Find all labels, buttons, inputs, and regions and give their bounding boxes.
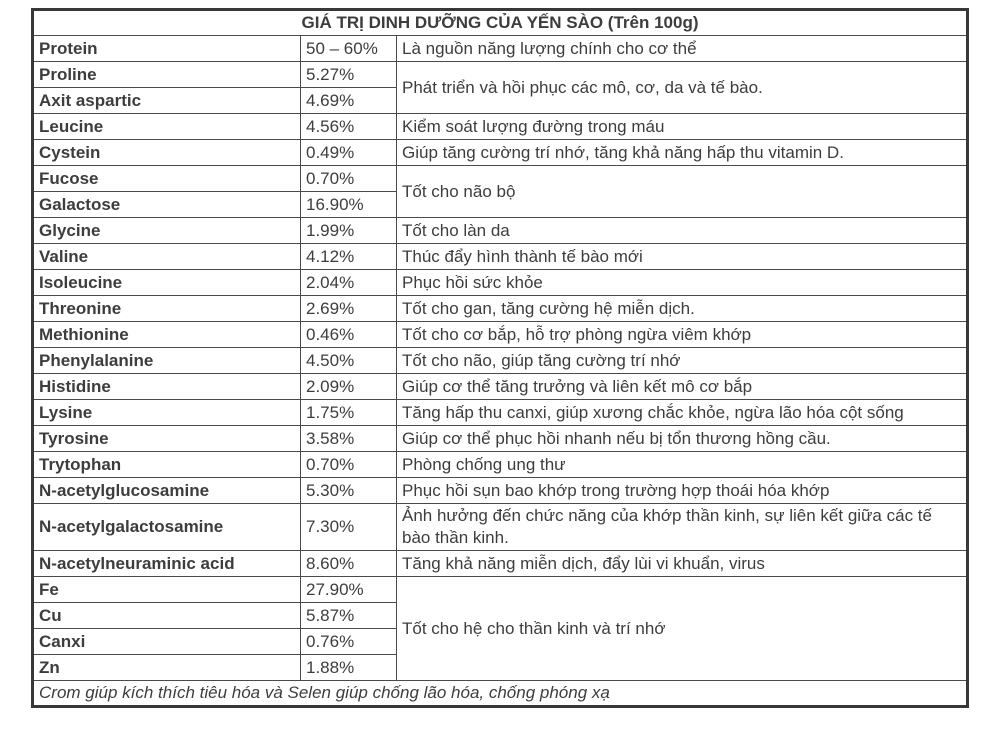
nutrient-name: Leucine (33, 114, 301, 140)
nutrient-description: Phục hồi sức khỏe (397, 270, 968, 296)
nutrient-description: Tốt cho não, giúp tăng cường trí nhớ (397, 348, 968, 374)
nutrient-name: N-acetylglucosamine (33, 478, 301, 504)
nutrient-description: Tăng hấp thu canxi, giúp xương chắc khỏe, ngừa lão hóa cột sống (397, 400, 968, 426)
nutrient-value: 0.70% (301, 452, 397, 478)
table-row (33, 348, 968, 374)
nutrient-description: Kiểm soát lượng đường trong máu (397, 114, 968, 140)
nutrient-value: 27.90% (301, 577, 397, 603)
nutrient-value: 2.04% (301, 270, 397, 296)
table-title: GIÁ TRỊ DINH DƯỠNG CỦA YẾN SÀO (Trên 100g) (33, 10, 968, 36)
nutrient-description: Tốt cho não bộ (397, 166, 968, 218)
nutrient-description: Là nguồn năng lượng chính cho cơ thể (397, 36, 968, 62)
nutrient-description: Phát triển và hồi phục các mô, cơ, da và tế bào. (397, 62, 968, 114)
table-row (33, 166, 968, 192)
table-row (33, 140, 968, 166)
nutrient-description: Ảnh hưởng đến chức năng của khớp thần kinh, sự liên kết giữa các tế bào thần kinh. (397, 504, 968, 551)
nutrient-description: Tốt cho gan, tăng cường hệ miễn dịch. (397, 296, 968, 322)
nutrition-table (31, 8, 969, 708)
nutrient-value: 0.70% (301, 166, 397, 192)
nutrient-name: Tyrosine (33, 426, 301, 452)
title-row (33, 10, 968, 36)
nutrient-name: N-acetylneuraminic acid (33, 551, 301, 577)
nutrient-name: N-acetylgalactosamine (33, 504, 301, 551)
table-row (33, 270, 968, 296)
nutrient-name: Cystein (33, 140, 301, 166)
nutrient-description: Phục hồi sụn bao khớp trong trường hợp thoái hóa khớp (397, 478, 968, 504)
nutrient-name: Fe (33, 577, 301, 603)
nutrient-name: Threonine (33, 296, 301, 322)
nutrient-description: Giúp cơ thể tăng trưởng và liên kết mô cơ bắp (397, 374, 968, 400)
nutrient-description: Giúp tăng cường trí nhớ, tăng khả năng hấp thu vitamin D. (397, 140, 968, 166)
nutrient-value: 2.09% (301, 374, 397, 400)
nutrient-name: Axit aspartic (33, 88, 301, 114)
nutrient-value: 5.30% (301, 478, 397, 504)
nutrient-description: Tốt cho hệ cho thần kinh và trí nhớ (397, 577, 968, 681)
nutrient-value: 1.88% (301, 655, 397, 681)
nutrient-name: Protein (33, 36, 301, 62)
nutrient-value: 0.49% (301, 140, 397, 166)
table-row (33, 218, 968, 244)
nutrient-value: 5.27% (301, 62, 397, 88)
nutrient-value: 1.99% (301, 218, 397, 244)
nutrient-value: 1.75% (301, 400, 397, 426)
table-row (33, 478, 968, 504)
nutrition-table-body (33, 36, 968, 681)
nutrient-value: 2.69% (301, 296, 397, 322)
nutrient-description: Tốt cho làn da (397, 218, 968, 244)
nutrition-table-foot (33, 681, 968, 707)
nutrient-name: Zn (33, 655, 301, 681)
table-row (33, 114, 968, 140)
nutrient-value: 5.87% (301, 603, 397, 629)
table-row (33, 452, 968, 478)
nutrient-value: 4.56% (301, 114, 397, 140)
nutrient-value: 4.12% (301, 244, 397, 270)
nutrient-value: 4.69% (301, 88, 397, 114)
nutrient-value: 0.46% (301, 322, 397, 348)
table-row (33, 374, 968, 400)
nutrient-name: Glycine (33, 218, 301, 244)
table-row (33, 577, 968, 603)
nutrient-description: Giúp cơ thể phục hồi nhanh nếu bị tổn thương hồng cầu. (397, 426, 968, 452)
table-row (33, 322, 968, 348)
nutrient-name: Fucose (33, 166, 301, 192)
table-row (33, 296, 968, 322)
table-row (33, 400, 968, 426)
nutrient-value: 50 – 60% (301, 36, 397, 62)
nutrient-name: Canxi (33, 629, 301, 655)
nutrient-description: Tăng khả năng miễn dịch, đẩy lùi vi khuẩn, virus (397, 551, 968, 577)
nutrient-name: Galactose (33, 192, 301, 218)
nutrient-name: Lysine (33, 400, 301, 426)
nutrient-name: Cu (33, 603, 301, 629)
nutrient-description: Tốt cho cơ bắp, hỗ trợ phòng ngừa viêm khớp (397, 322, 968, 348)
nutrient-value: 0.76% (301, 629, 397, 655)
table-row (33, 426, 968, 452)
nutrient-description: Thúc đẩy hình thành tế bào mới (397, 244, 968, 270)
nutrient-name: Valine (33, 244, 301, 270)
nutrient-name: Histidine (33, 374, 301, 400)
table-row (33, 62, 968, 88)
nutrient-value: 8.60% (301, 551, 397, 577)
table-row (33, 504, 968, 551)
nutrient-name: Methionine (33, 322, 301, 348)
nutrient-value: 4.50% (301, 348, 397, 374)
table-row (33, 551, 968, 577)
table-row (33, 36, 968, 62)
table-footer-note: Crom giúp kích thích tiêu hóa và Selen giúp chống lão hóa, chống phóng xạ (33, 681, 968, 707)
nutrient-value: 7.30% (301, 504, 397, 551)
nutrient-name: Isoleucine (33, 270, 301, 296)
nutrient-name: Phenylalanine (33, 348, 301, 374)
table-row (33, 244, 968, 270)
nutrient-name: Proline (33, 62, 301, 88)
nutrient-value: 16.90% (301, 192, 397, 218)
nutrition-table-head (33, 10, 968, 36)
nutrient-description: Phòng chống ung thư (397, 452, 968, 478)
nutrient-value: 3.58% (301, 426, 397, 452)
nutrient-name: Trytophan (33, 452, 301, 478)
footer-row (33, 681, 968, 707)
